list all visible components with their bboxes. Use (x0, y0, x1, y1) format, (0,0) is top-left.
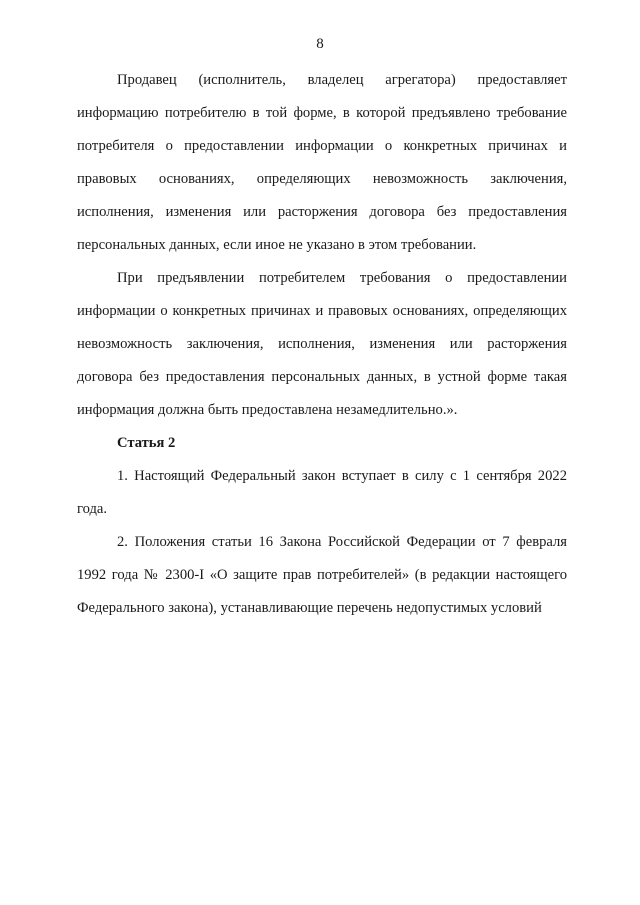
paragraph-entry-into-force: 1. Настоящий Федеральный закон вступает в силу с 1 сентября 2022 года. (77, 468, 567, 517)
article-heading: Статья 2 (117, 435, 176, 451)
page-number: 8 (316, 36, 324, 52)
paragraph-article-16-provisions: 2. Положения статьи 16 Закона Российской Федерации от 7 февраля 1992 года № 2300-I «О защите прав потребителей» (в редакции настоящего Федерального закона), устанавливающие перечень недопустимых условий (77, 534, 567, 616)
paragraph-oral-request: При предъявлении потребителем требования о предоставлении информации о конкретных причинах и правовых основаниях, определяющих невозможность заключения, исполнения, изменения или расторжения договора без предоставления персональных данных, в устной форме такая информация должна быть предоставлена незамедлительно.». (77, 270, 567, 418)
document-body (77, 64, 567, 625)
paragraph-seller-information-form: Продавец (исполнитель, владелец агрегатора) предоставляет информацию потребителю в той форме, в которой предъявлено требование потребителя о предоставлении информации о конкретных причинах и правовых основаниях, определяющих невозможность заключения, исполнения, изменения или расторжения договора без предоставления персональных данных, если иное не указано в этом требовании. (77, 72, 567, 253)
